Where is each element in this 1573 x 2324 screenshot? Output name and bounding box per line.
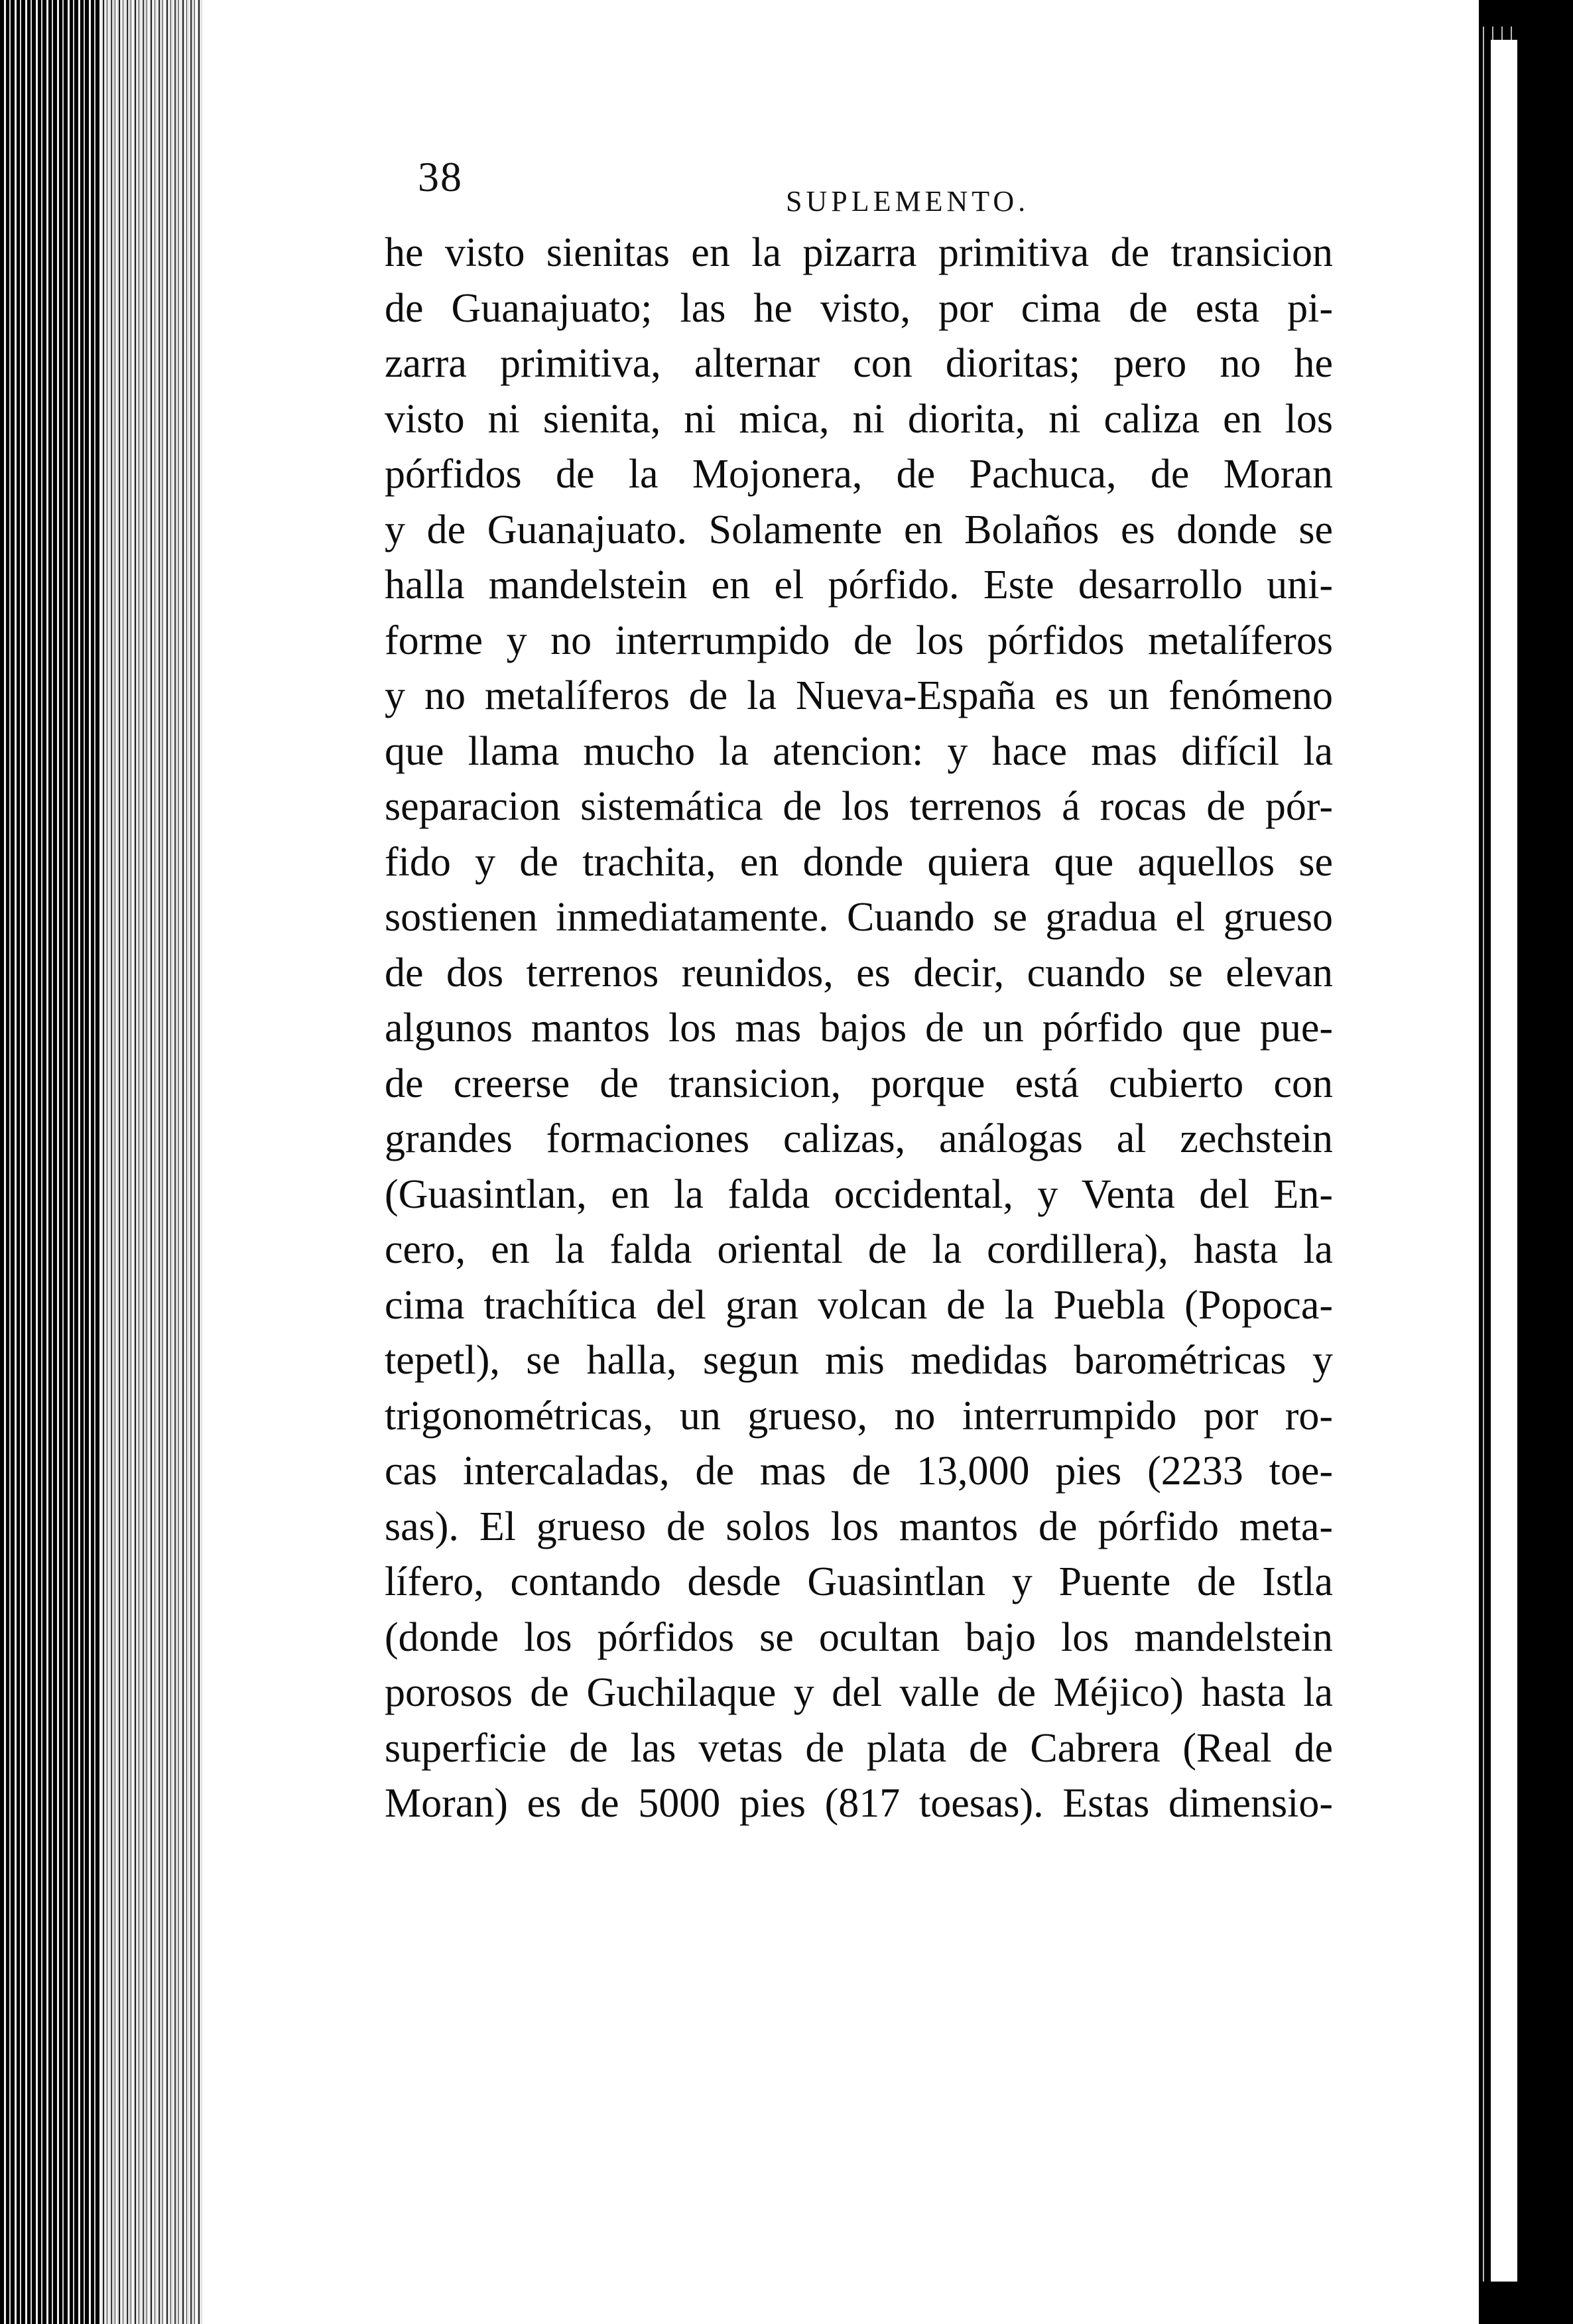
text-line: de Guanajuato; las he visto, por cima de esta pi- [385, 285, 1333, 331]
text-line: lífero, contando desde Guasintlan y Puente de Istla [385, 1559, 1333, 1604]
text-line: Moran) es de 5000 pies (817 toesas). Estas dimensio- [385, 1781, 1333, 1826]
text-line: cas intercaladas, de mas de 13,000 pies (2233 toe- [385, 1449, 1333, 1494]
text-line: sas). El grueso de solos los mantos de pórfido meta- [385, 1504, 1333, 1549]
text-line: y no metalíferos de la Nueva-España es un fenómeno [385, 673, 1333, 718]
text-line: zarra primitiva, alternar con dioritas; pero no he [385, 341, 1333, 386]
running-title: SUPLEMENTO. [786, 185, 1030, 218]
text-line: forme y no interrumpido de los pórfidos metalíferos [385, 617, 1333, 663]
text-line: (donde los pórfidos se ocultan bajo los mandelstein [385, 1614, 1333, 1660]
text-line: que llama mucho la atencion: y hace mas difícil la [385, 728, 1333, 774]
text-line: y de Guanajuato. Solamente en Bolaños es donde se [385, 507, 1333, 552]
text-line: grandes formaciones calizas, análogas al zechstein [385, 1116, 1333, 1161]
text-line: trigonométricas, un grueso, no interrumpido por ro- [385, 1393, 1333, 1439]
text-line: halla mandelstein en el pórfido. Este desarrollo uni- [385, 562, 1333, 608]
text-line: fido y de trachita, en donde quiera que aquellos se [385, 839, 1333, 885]
body-text [385, 226, 1333, 1832]
text-line: separacion sistemática de los terrenos á rocas de pór- [385, 784, 1333, 829]
text-line: cero, en la falda oriental de la cordillera), hasta la [385, 1227, 1333, 1272]
facing-page-strip [1491, 40, 1517, 2282]
text-line: visto ni sienita, ni mica, ni diorita, ni caliza en los [385, 396, 1333, 442]
text-line: algunos mantos los mas bajos de un pórfido que pue- [385, 1005, 1333, 1051]
text-line: porosos de Guchilaque y del valle de Méjico) hasta la [385, 1670, 1333, 1715]
text-line: superficie de las vetas de plata de Cabrera (Real de [385, 1725, 1333, 1771]
text-line: he visto sienitas en la pizarra primitiva de transicion [385, 230, 1333, 275]
text-line: pórfidos de la Mojonera, de Pachuca, de Moran [385, 452, 1333, 497]
text-line: tepetl), se halla, segun mis medidas barométricas y [385, 1338, 1333, 1383]
text-line: de dos terrenos reunidos, es decir, cuando se elevan [385, 950, 1333, 996]
text-line: de creerse de transicion, porque está cubierto con [385, 1061, 1333, 1106]
text-line: sostienen inmediatamente. Cuando se gradua el grueso [385, 895, 1333, 940]
page-number: 38 [418, 153, 463, 200]
text-line: cima trachítica del gran volcan de la Puebla (Popoca- [385, 1282, 1333, 1328]
running-head [418, 153, 1333, 226]
text-line: (Guasintlan, en la falda occidental, y Venta del En- [385, 1171, 1333, 1217]
page-stack-edge [99, 0, 212, 2324]
